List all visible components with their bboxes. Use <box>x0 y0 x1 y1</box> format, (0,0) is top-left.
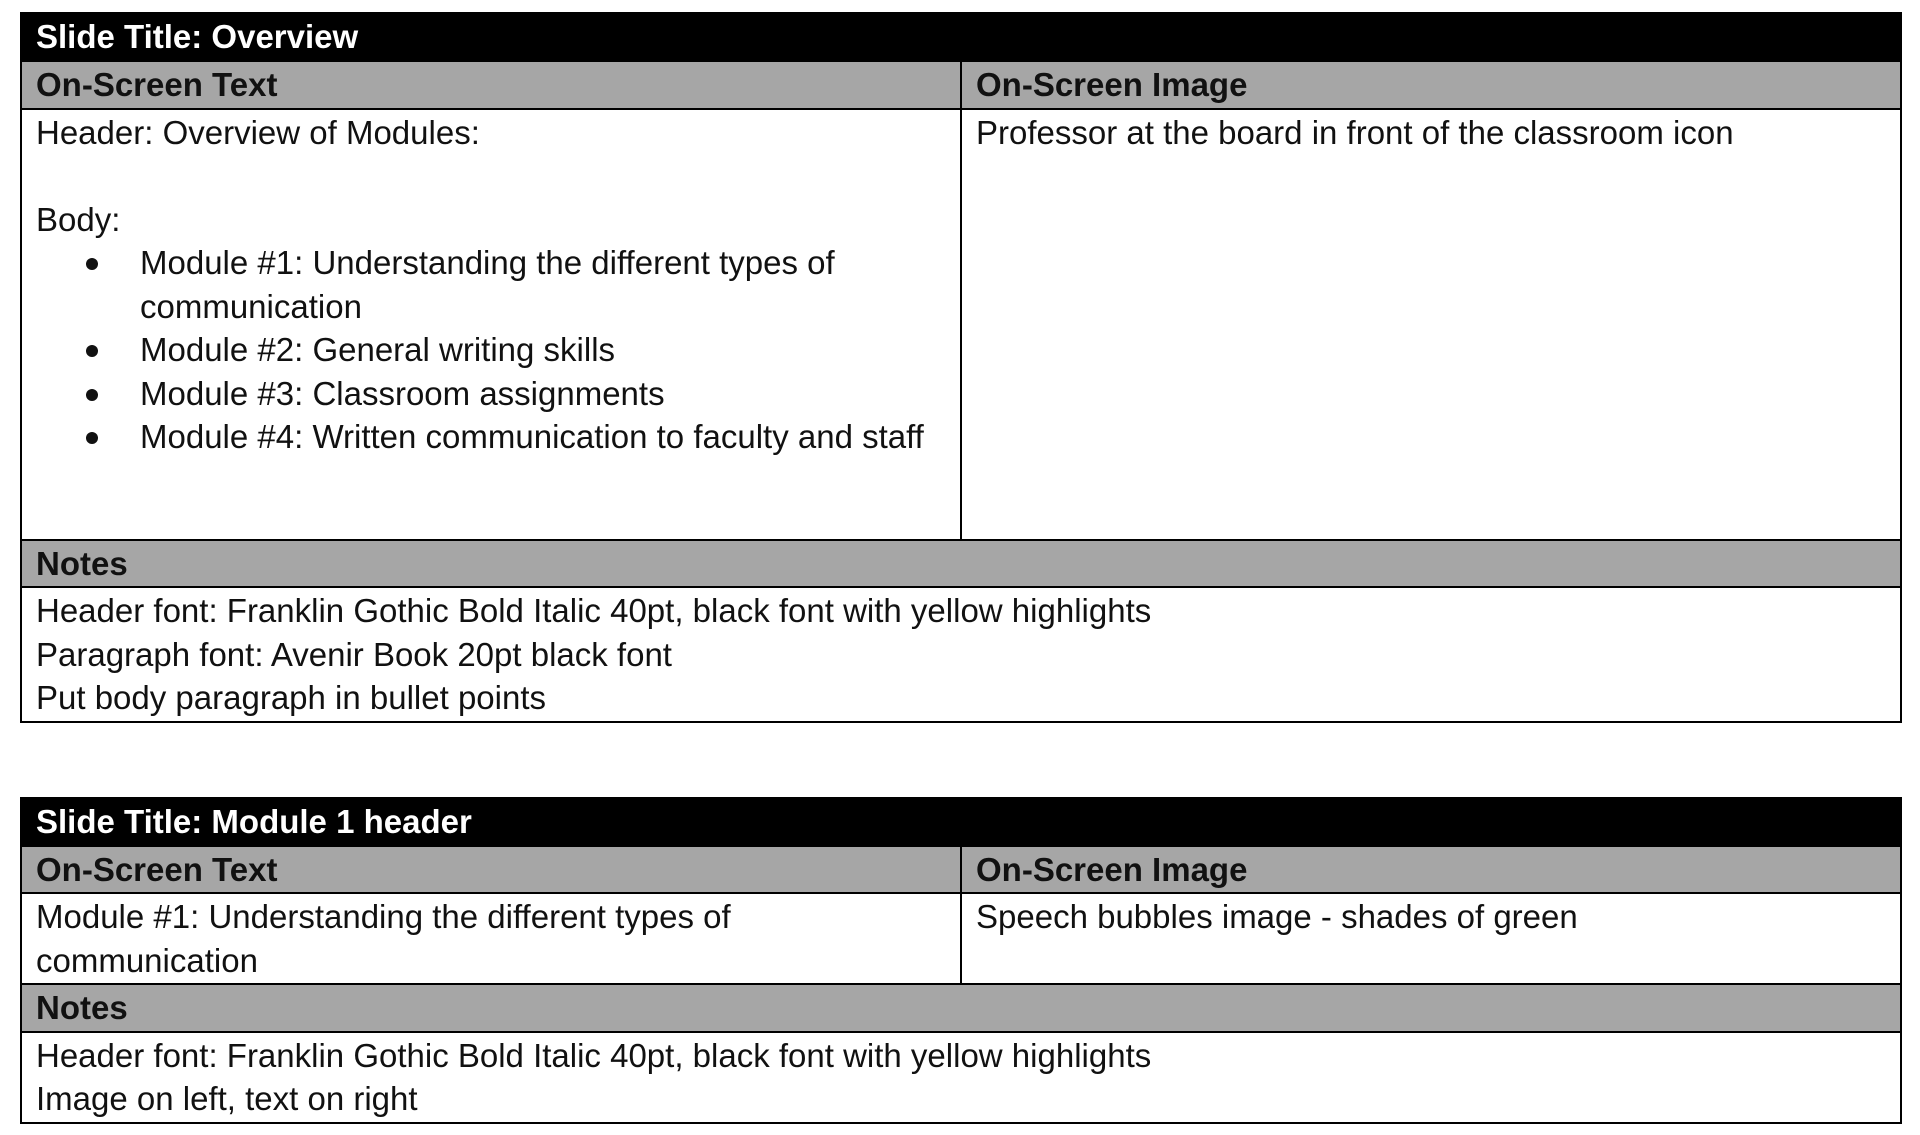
bullet-text: Module #4: Written communication to faculty and staff <box>140 418 924 455</box>
bullet-icon <box>86 432 98 444</box>
header-line: Header: Overview of Modules: <box>36 113 480 151</box>
notes-cell <box>21 587 1901 722</box>
module-bullet-list <box>36 241 946 459</box>
bullet-icon <box>86 389 98 401</box>
on-screen-text-cell: Module #1: Understanding the different types of communication <box>21 893 961 984</box>
on-screen-image-heading: On-Screen Image <box>961 61 1901 109</box>
body-label: Body: <box>36 200 121 238</box>
list-item <box>140 241 946 328</box>
notes-heading: Notes <box>21 540 1901 588</box>
slide-table-overview <box>20 12 1902 723</box>
on-screen-text-cell <box>21 109 961 540</box>
note-line: Image on left, text on right <box>36 1080 418 1117</box>
notes-cell <box>21 1032 1901 1123</box>
bullet-text: Module #2: General writing skills <box>140 331 616 368</box>
storyboard-document <box>20 12 1902 1124</box>
bullet-icon <box>86 345 98 357</box>
spacer <box>20 723 1902 797</box>
list-item <box>140 372 946 416</box>
bullet-text: Module #3: Classroom assignments <box>140 374 665 412</box>
note-line: Put body paragraph in bullet points <box>36 679 547 716</box>
list-item <box>140 415 946 459</box>
on-screen-image-heading: On-Screen Image <box>961 846 1901 894</box>
bullet-icon <box>86 258 98 270</box>
on-screen-image-cell: Professor at the board in front of the classroom icon <box>961 109 1901 540</box>
notes-heading: Notes <box>21 984 1901 1032</box>
note-line: Paragraph font: Avenir Book 20pt black font <box>36 635 672 673</box>
on-screen-text-heading: On-Screen Text <box>21 846 961 894</box>
bullet-text: Module #1: Understanding the different types of communication <box>140 244 835 325</box>
note-line: Header font: Franklin Gothic Bold Italic 40pt, black font with yellow highlights <box>36 1036 1152 1074</box>
note-line: Header font: Franklin Gothic Bold Italic 40pt, black font with yellow highlights <box>36 592 1152 629</box>
on-screen-text-heading: On-Screen Text <box>21 61 961 109</box>
list-item <box>140 328 946 372</box>
slide-title: Slide Title: Overview <box>21 13 1901 61</box>
on-screen-image-cell: Speech bubbles image - shades of green <box>961 893 1901 984</box>
blank-line <box>36 154 946 198</box>
slide-title: Slide Title: Module 1 header <box>21 798 1901 846</box>
slide-table-module-1 <box>20 797 1902 1124</box>
